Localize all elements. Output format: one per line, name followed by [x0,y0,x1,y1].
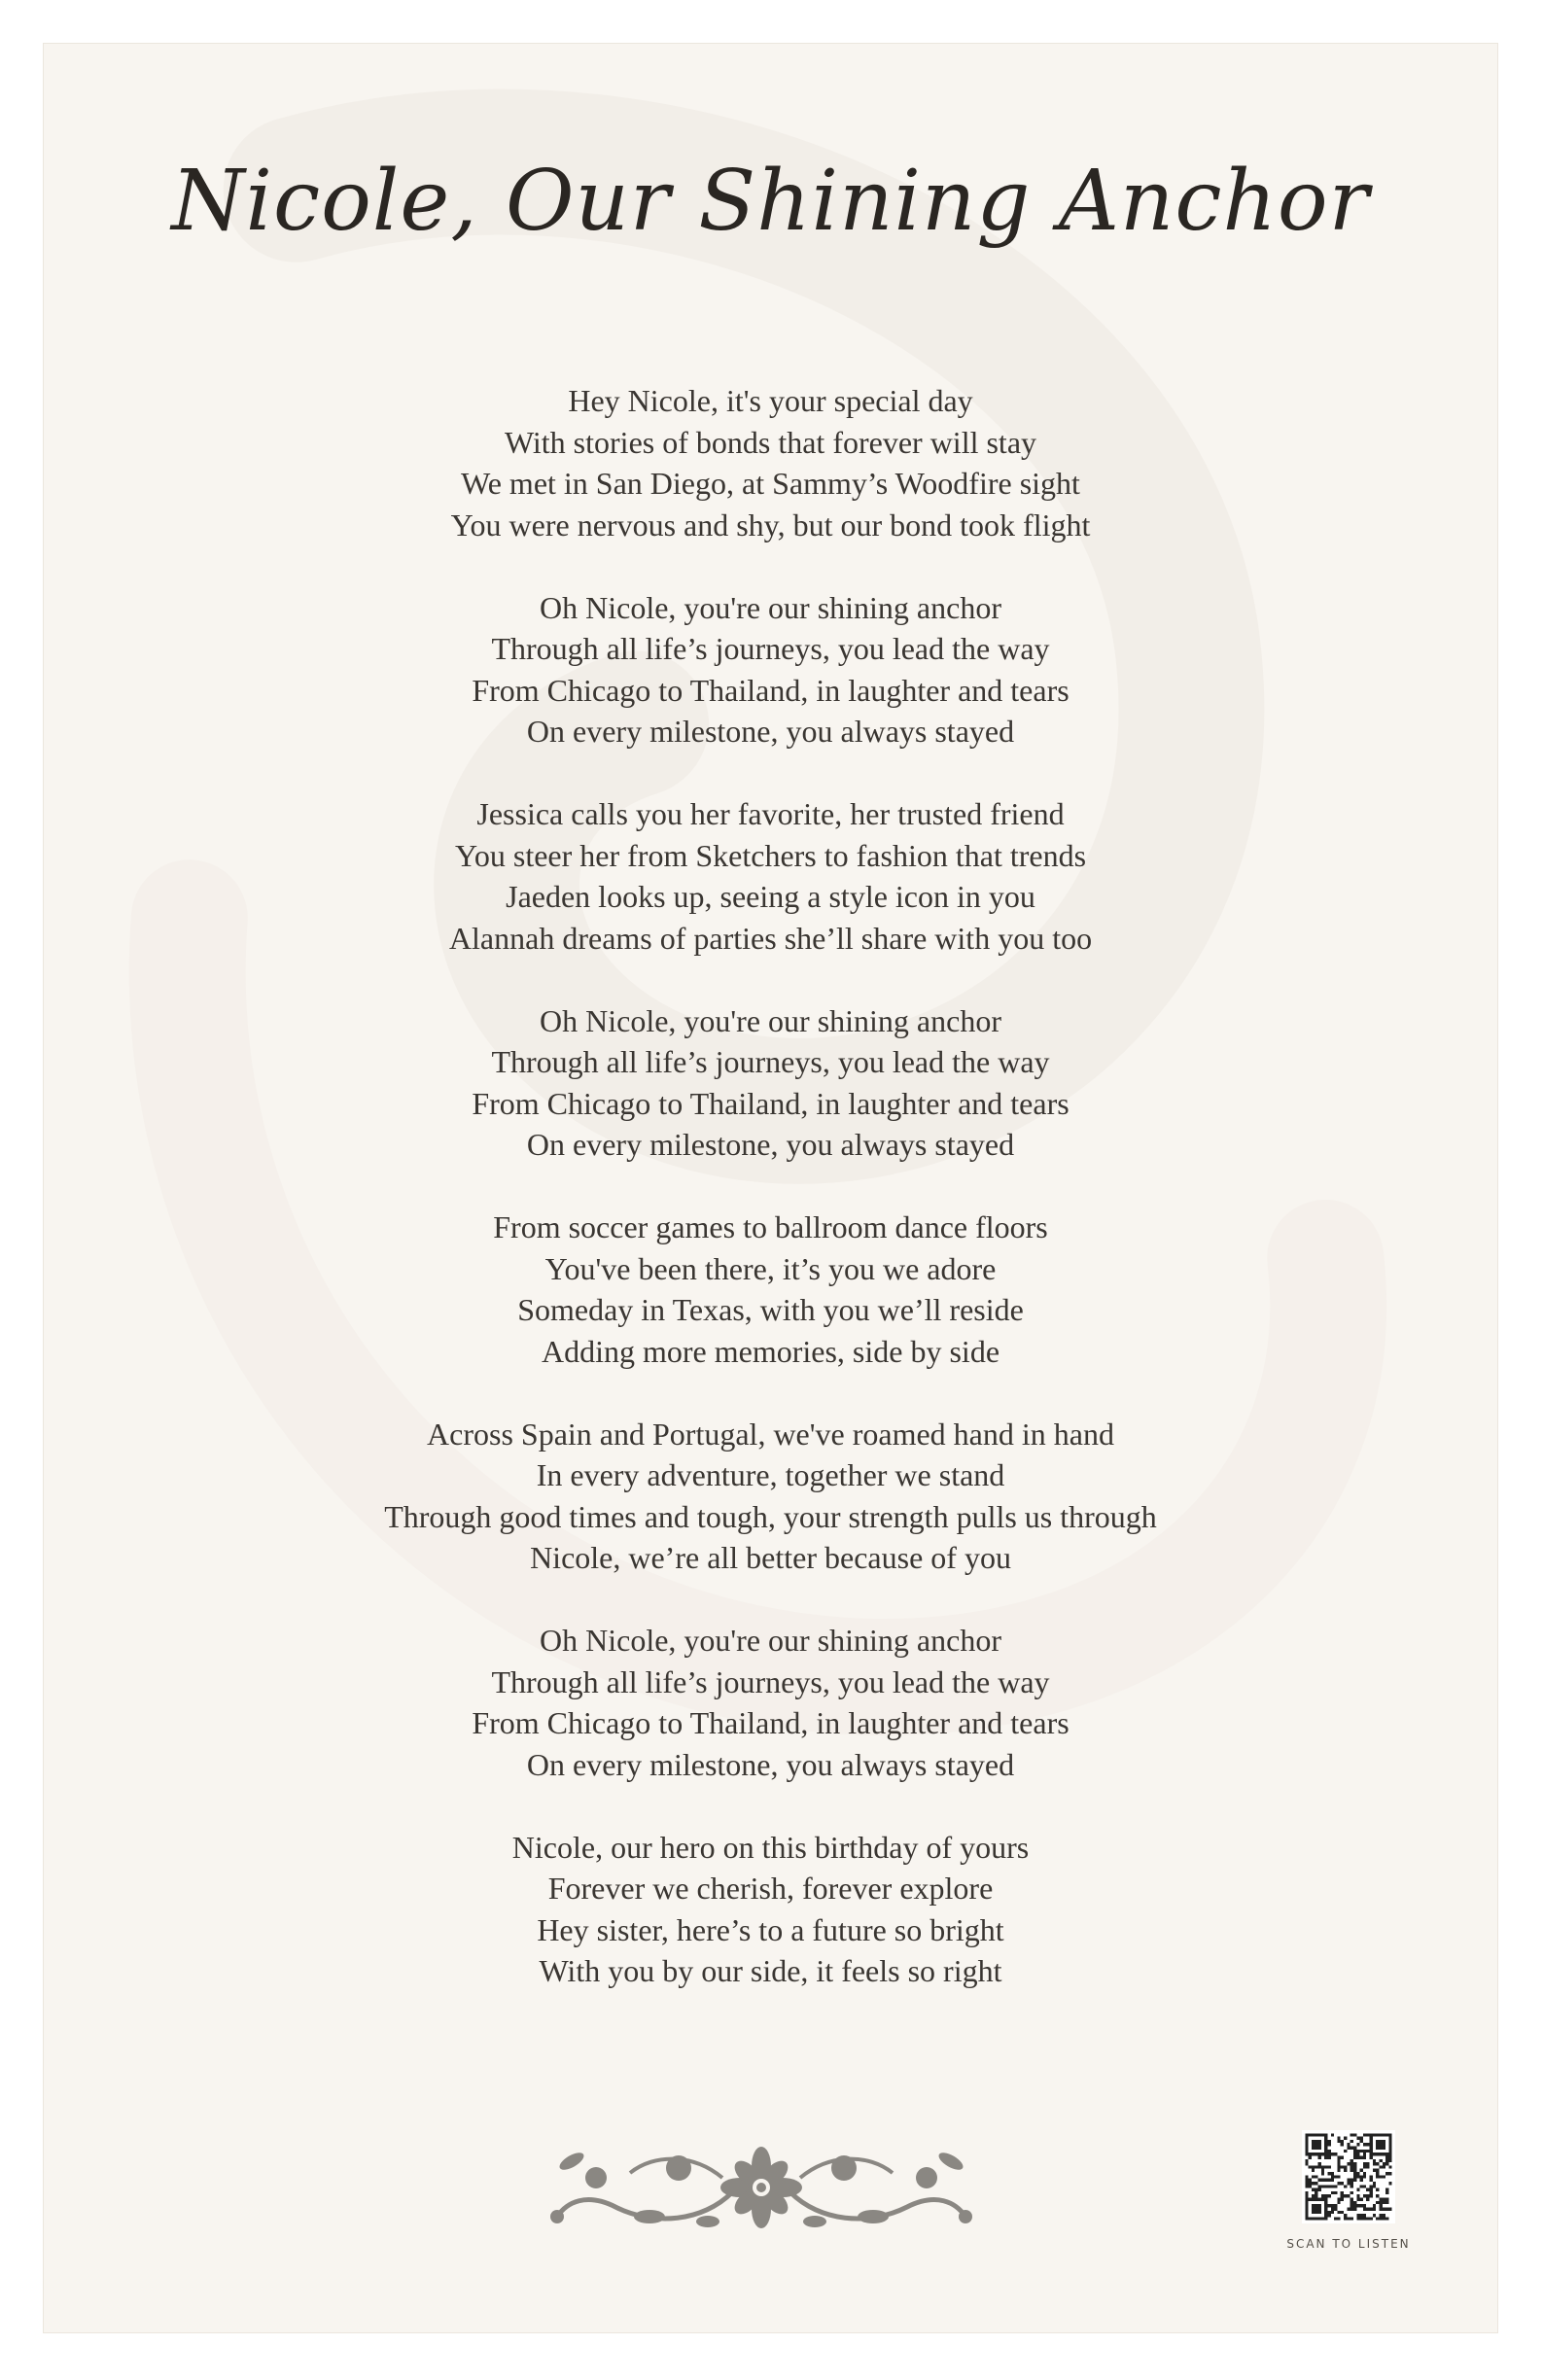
lyric-line: Across Spain and Portugal, we've roamed hand in hand [427,1416,1114,1452]
lyric-line: Through all life’s journeys, you lead the way [491,631,1050,666]
lyric-line: Alannah dreams of parties she’ll share with you too [448,920,1093,956]
lyric-line: Hey Nicole, it's your special day [568,383,973,418]
lyrics-stanza [44,1000,1497,1166]
lyric-line: On every milestone, you always stayed [526,1127,1015,1162]
poster-sheet [43,43,1498,2333]
lyrics-stanza [44,380,1497,545]
lyric-line: In every adventure, together we stand [536,1457,1005,1492]
lyric-line: Jessica calls you her favorite, her trusted friend [476,796,1065,831]
lyric-line: Oh Nicole, you're our shining anchor [540,589,1001,625]
lyric-line: Someday in Texas, with you we’ll reside [517,1292,1024,1327]
lyric-line: You were nervous and shy, but our bond took flight [450,507,1091,542]
lyrics-stanza [44,1414,1497,1579]
lyric-line: You've been there, it’s you we adore [544,1250,997,1286]
lyrics-stanza [44,587,1497,752]
qr-code-icon[interactable] [1302,2130,1395,2223]
lyric-line: With stories of bonds that forever will stay [504,424,1037,460]
lyric-line: Forever we cherish, forever explore [547,1871,994,1906]
lyric-line: With you by our side, it feels so right [539,1953,1002,1988]
lyric-line: Oh Nicole, you're our shining anchor [540,1623,1001,1658]
qr-caption: SCAN TO LISTEN [1286,2237,1411,2251]
lyric-line: Adding more memories, side by side [541,1333,1000,1369]
lyric-line: From soccer games to ballroom dance floors [493,1209,1048,1244]
lyric-line: Jaeden looks up, seeing a style icon in you [506,879,1035,914]
lyrics-stanza [44,793,1497,959]
lyric-line: You steer her from Sketchers to fashion that trends [454,837,1087,873]
lyric-line: Through all life’s journeys, you lead the way [491,1044,1050,1079]
lyric-line: Nicole, we’re all better because of you [530,1540,1011,1575]
lyric-line: On every milestone, you always stayed [526,714,1015,749]
lyric-line: On every milestone, you always stayed [526,1746,1015,1782]
lyric-line: From Chicago to Thailand, in laughter and tears [472,1085,1070,1121]
lyric-line: From Chicago to Thailand, in laughter and tears [472,672,1070,708]
lyric-line: We met in San Diego, at Sammy’s Woodfire sight [461,466,1080,501]
lyric-line: Through all life’s journeys, you lead the way [491,1663,1050,1699]
lyrics-stanza [44,1620,1497,1785]
floral-divider-icon [538,2134,985,2241]
lyrics-block [44,380,1497,2033]
lyric-line: Oh Nicole, you're our shining anchor [540,1002,1001,1038]
lyric-line: From Chicago to Thailand, in laughter and tears [472,1705,1070,1740]
lyrics-stanza [44,1207,1497,1372]
lyric-line: Nicole, our hero on this birthday of yours [511,1829,1030,1865]
lyric-line: Through good times and tough, your strength pulls us through [384,1498,1157,1534]
poster-title: Nicole, Our Shining Anchor [171,153,1370,250]
lyric-line: Hey sister, here’s to a future so bright [537,1911,1004,1947]
lyrics-stanza [44,1827,1497,1992]
